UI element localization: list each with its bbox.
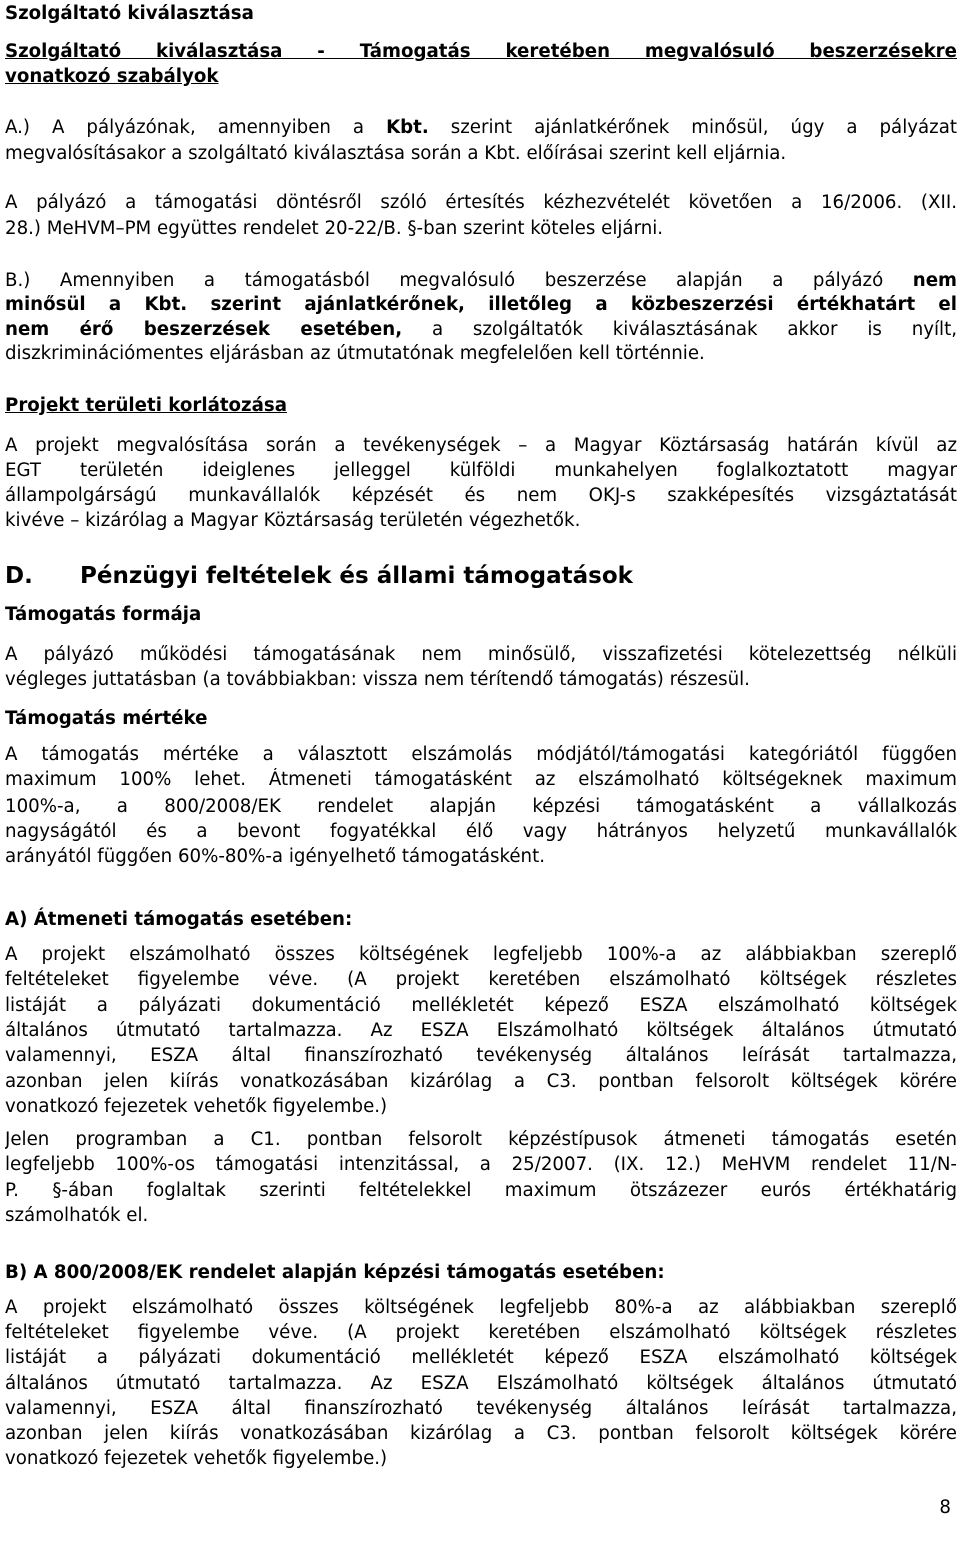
projekt-line-3: állampolgárságú munkavállalók képzését és nem OKJ-s szakképesítés vizsgáztatását: [5, 485, 957, 506]
forma-line-2: végleges juttatásban (a továbbiakban: vissza nem térítendő támogatás) részesül.: [5, 669, 750, 690]
a-line-1: A projekt elszámolható összes költségének legfeljebb 100%-a az alábbiakban szereplő: [5, 944, 957, 965]
projekt-line-2: EGT területén ideiglenes jelleggel külföldi munkahelyen foglalkoztatott magyar: [5, 460, 957, 481]
heading-b: B) A 800/2008/EK rendelet alapján képzési támogatás esetében:: [5, 1262, 665, 1283]
subheading-line-2: vonatkozó szabályok: [5, 66, 219, 87]
c1-line-3: P. §-ában foglaltak szerinti feltételekkel maximum ötszázezer eurós értékhatárig: [5, 1180, 957, 1201]
projekt-line-1: A projekt megvalósítása során a tevékenységek – a Magyar Köztársaság határán kívül az: [5, 435, 957, 456]
c1-line-1: Jelen programban a C1. pontban felsorolt képzéstípusok átmeneti támogatás esetén: [5, 1129, 957, 1150]
b-line-5: valamennyi, ESZA által finanszírozható tevékenység általános leírását tartalmazza,: [5, 1398, 957, 1419]
paragraph-b-line-4: diszkriminációmentes eljárásban az útmutatónak megfelelően kell történnie.: [5, 343, 705, 364]
a-line-2: feltételeket figyelembe véve. (A projekt keretében elszámolható költségek részletes: [5, 969, 957, 990]
subheading-line-1: Szolgáltató kiválasztása - Támogatás keretében megvalósuló beszerzésekre: [5, 41, 957, 62]
paragraph-b-line-1: B.) Amennyiben a támogatásból megvalósuló beszerzése alapján a pályázó nem: [5, 270, 957, 291]
mertek-line-4: nagyságától és a bevont fogyatékkal élő vagy hátrányos helyzetű munkavállalók: [5, 821, 957, 842]
b-line-6: azonban jelen kiírás vonatkozásában kizárólag a C3. pontban felsorolt költségek körére: [5, 1423, 957, 1444]
page-number: 8: [939, 1497, 951, 1518]
a-line-5: valamennyi, ESZA által finanszírozható tevékenység általános leírását tartalmazza,: [5, 1045, 957, 1066]
b-line-7: vonatkozó fejezetek vehetők figyelembe.): [5, 1448, 388, 1469]
paragraph-b-line-3: nem érő beszerzések esetében, a szolgáltatók kiválasztásának akkor is nyílt,: [5, 319, 957, 340]
c1-line-4: számolhatók el.: [5, 1205, 149, 1226]
forma-line-1: A pályázó működési támogatásának nem minősülő, visszafizetési kötelezettség nélküli: [5, 644, 957, 665]
section-d-heading: D. Pénzügyi feltételek és állami támogatások: [5, 563, 633, 589]
c1-line-2: legfeljebb 100%-os támogatási intenzitással, a 25/2007. (IX. 12.) MeHVM rendelet 11/N-: [5, 1154, 957, 1175]
heading-a: A) Átmeneti támogatás esetében:: [5, 909, 353, 930]
b-line-4: általános útmutató tartalmazza. Az ESZA Elszámolható költségek általános útmutató: [5, 1373, 957, 1394]
paragraph-decision-line-2: 28.) MeHVM–PM együttes rendelet 20-22/B. §-ban szerint köteles eljárni.: [5, 218, 664, 239]
b-line-1: A projekt elszámolható összes költségének legfeljebb 80%-a az alábbiakban szereplő: [5, 1297, 957, 1318]
heading-forma: Támogatás formája: [5, 604, 202, 625]
b-line-2: feltételeket figyelembe véve. (A projekt keretében elszámolható költségek részletes: [5, 1322, 957, 1343]
b-line-3: listáját a pályázati dokumentáció mellékletét képező ESZA elszámolható költségek: [5, 1347, 957, 1368]
mertek-line-2: maximum 100% lehet. Átmeneti támogatásként az elszámolható költségeknek maximum: [5, 769, 957, 790]
mertek-line-1: A támogatás mértéke a választott elszámolás módjától/támogatási kategóriától függően: [5, 744, 957, 765]
heading-mertek: Támogatás mértéke: [5, 708, 208, 729]
paragraph-decision-line-1: A pályázó a támogatási döntésről szóló értesítés kézhezvételét követően a 16/2006. (XII.: [5, 192, 957, 213]
projekt-line-4: kivéve – kizárólag a Magyar Köztársaság területén végezhetők.: [5, 510, 581, 531]
mertek-line-3: 100%-a, a 800/2008/EK rendelet alapján képzési támogatásként a vállalkozás: [5, 796, 957, 817]
paragraph-a-line-1: A.) A pályázónak, amennyiben a Kbt. szerint ajánlatkérőnek minősül, úgy a pályázat: [5, 117, 957, 138]
a-line-4: általános útmutató tartalmazza. Az ESZA Elszámolható költségek általános útmutató: [5, 1020, 957, 1041]
a-line-6: azonban jelen kiírás vonatkozásában kizárólag a C3. pontban felsorolt költségek körére: [5, 1071, 957, 1092]
a-line-3: listáját a pályázati dokumentáció mellékletét képező ESZA elszámolható költségek: [5, 995, 957, 1016]
paragraph-b-line-2: minősül a Kbt. szerint ajánlatkérőnek, illetőleg a közbeszerzési értékhatárt el: [5, 294, 957, 315]
a-line-7: vonatkozó fejezetek vehetők figyelembe.): [5, 1096, 388, 1117]
heading-projekt: Projekt területi korlátozása: [5, 395, 287, 416]
mertek-line-5: arányától függően 60%-80%-a igényelhető támogatásként.: [5, 846, 545, 867]
page-heading: Szolgáltató kiválasztása: [5, 3, 254, 24]
paragraph-a-line-2: megvalósításakor a szolgáltató kiválasztása során a Kbt. előírásai szerint kell eljárnia.: [5, 143, 787, 164]
